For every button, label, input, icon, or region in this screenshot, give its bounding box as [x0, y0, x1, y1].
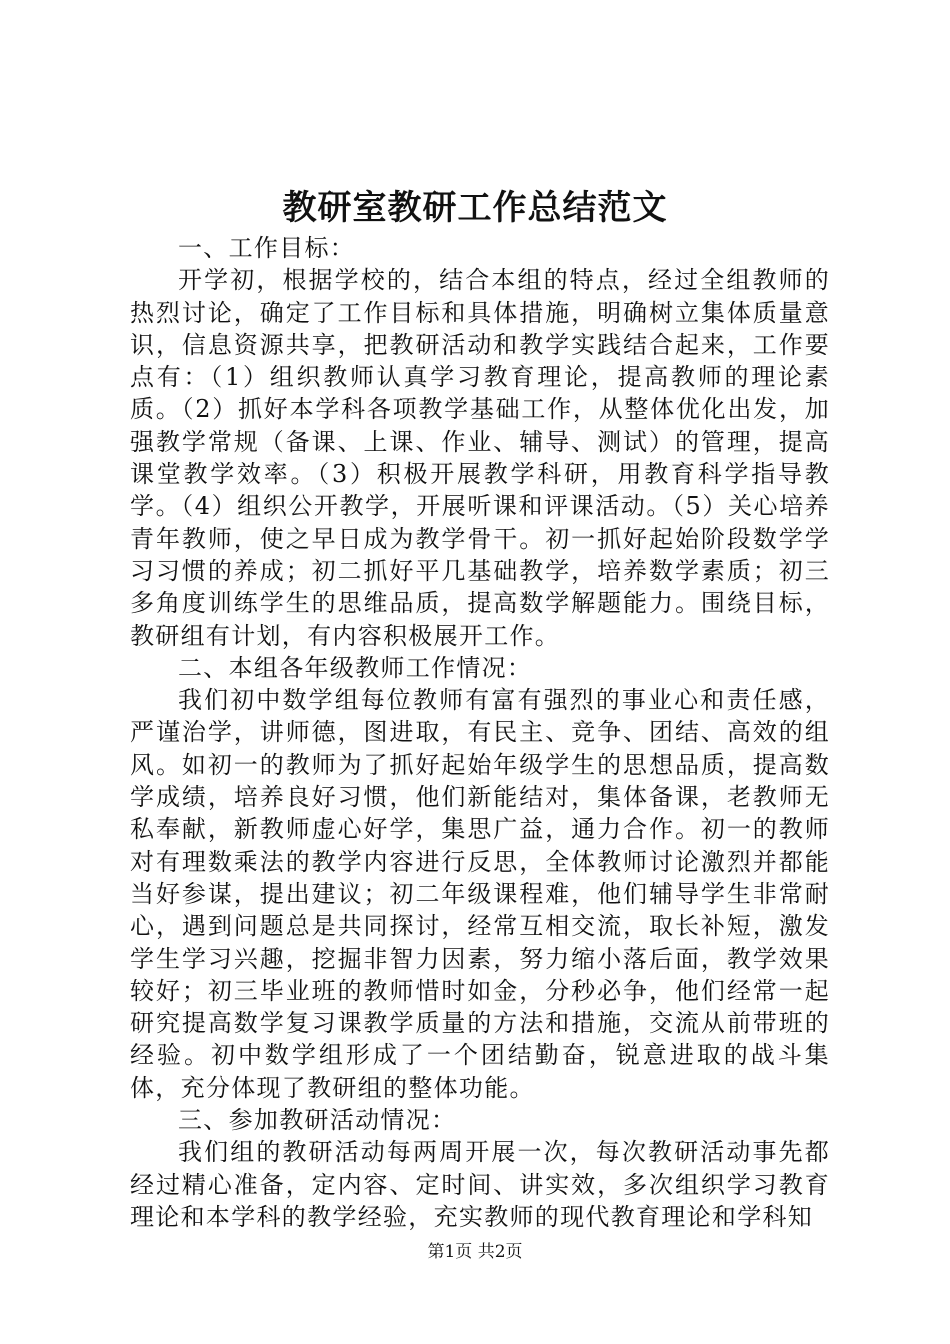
section-paragraph-goals: 开学初，根据学校的，结合本组的特点，经过全组教师的热烈讨论，确定了工作目标和具体措施，明确树立集体质量意识，信息资源共享，把教研活动和教学实践结合起来，工作要点有：（1）组织教师认真学习教育理论，提高教师的理论素质。（2）抓好本学科各项教学基础工作，从整体优化出发，加强教学常规（备课、上课、作业、辅导、测试）的管理，提高课堂教学效率。（3）积极开展教学科研，用教育科学指导教学。（4）组织公开教学，开展听课和评课活动。（5）关心培养青年教师，使之早日成为教学骨干。初一抓好起始阶段数学学习习惯的养成；初二抓好平几基础教学，培养数学素质；初三多角度训练学生的思维品质，提高数学解题能力。围绕目标，教研组有计划，有内容积极展开工作。 — [130, 266, 830, 650]
document-title: 教研室教研工作总结范文 — [282, 188, 668, 228]
section-heading-goals: 一、工作目标： — [178, 234, 356, 262]
document-body — [130, 232, 830, 1233]
page-number-footer: 第1页 共2页 — [427, 1242, 523, 1262]
section-paragraph-activities: 我们组的教研活动每两周开展一次，每次教研活动事先都经过精心准备，定内容、定时间、讲实效，多次组织学习教育理论和本学科的教学经验，充实教师的现代教育理论和学科知 — [130, 1138, 830, 1231]
section-paragraph-teachers: 我们初中数学组每位教师有富有强烈的事业心和责任感，严谨治学，讲师德，图进取，有民主、竞争、团结、高效的组风。如初一的教师为了抓好起始年级学生的思想品质，提高数学成绩，培养良好习惯，他们新能结对，集体备课，老教师无私奉献，新教师虚心好学，集思广益，通力合作。初一的教师对有理数乘法的教学内容进行反思，全体教师讨论激烈并都能当好参谋，提出建议；初二年级课程难，他们辅导学生非常耐心，遇到问题总是共同探讨，经常互相交流，取长补短，激发学生学习兴趣，挖掘非智力因素，努力缩小落后面，教学效果较好；初三毕业班的教师惜时如金，分秒必争，他们经常一起研究提高数学复习课教学质量的方法和措施，交流从前带班的经验。初中数学组形成了一个团结勤奋，锐意进取的战斗集体，充分体现了教研组的整体功能。 — [130, 686, 830, 1102]
section-heading-activities: 三、参加教研活动情况： — [178, 1106, 457, 1135]
section-heading-teachers: 二、本组各年级教师工作情况： — [178, 653, 533, 682]
